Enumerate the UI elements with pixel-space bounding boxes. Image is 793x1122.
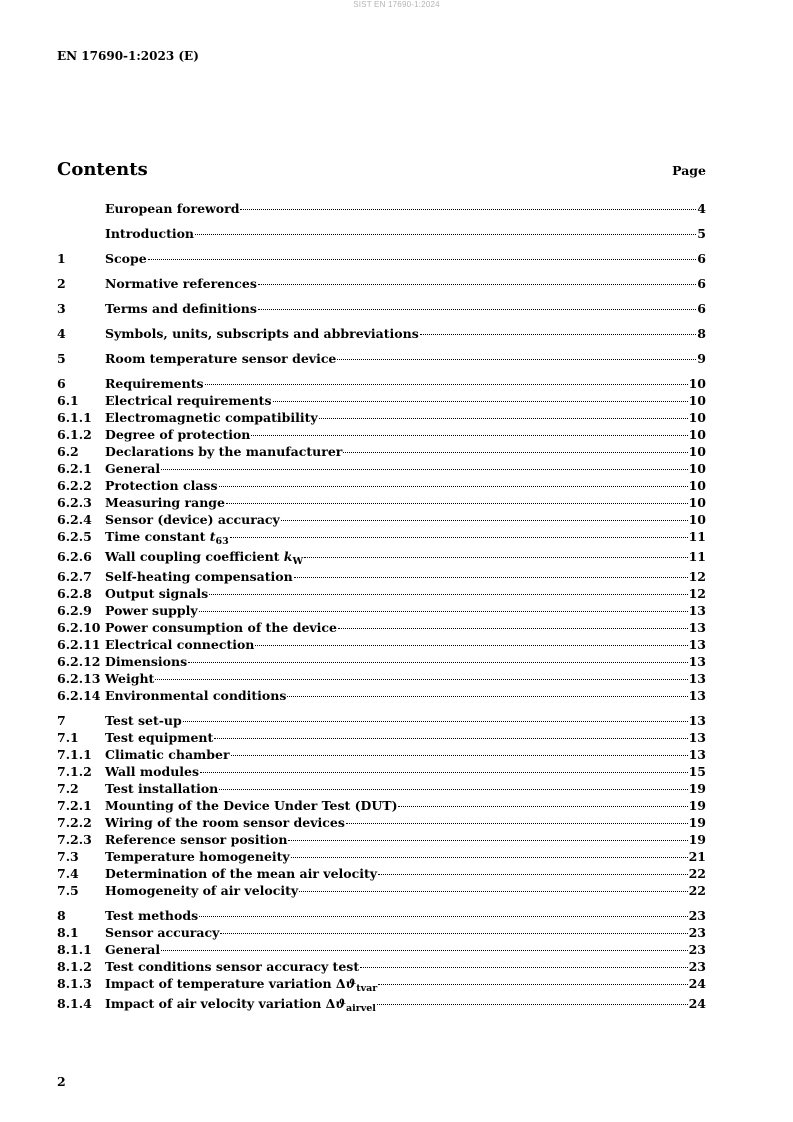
toc-entry-title: [105, 602, 198, 619]
toc-entry[interactable]: [57, 494, 706, 511]
toc-entry-title: [105, 443, 342, 460]
toc-entry-title: [105, 494, 225, 511]
toc-entry[interactable]: [57, 653, 706, 670]
toc-entry-page: 10: [688, 376, 706, 391]
toc-entry-number: 6.2.13: [57, 671, 101, 686]
toc-entry-number: 7.4: [57, 866, 79, 881]
toc-entry-title: [105, 409, 318, 426]
toc-entry[interactable]: [57, 619, 706, 636]
toc-entry-title: [105, 392, 272, 409]
toc-entry-title: [105, 426, 250, 443]
toc-leader-dots: [273, 401, 688, 402]
toc-entry-title-text: Reference sensor position: [105, 832, 288, 847]
toc-entry[interactable]: [57, 548, 706, 568]
toc-leader-dots: [155, 679, 687, 680]
toc-entry-page: 13: [688, 713, 706, 728]
toc-entry-title-text: Declarations by the manufacturer: [105, 444, 343, 459]
toc-entry[interactable]: [57, 528, 706, 548]
toc-entry-title-text: Terms and definitions: [105, 301, 257, 316]
toc-entry-page: 13: [688, 688, 706, 703]
toc-entry-number: 7.2.1: [57, 798, 92, 813]
toc-entry[interactable]: [57, 443, 706, 460]
toc-entry-title: [105, 460, 160, 477]
toc-entry-title-text: Weight: [105, 671, 155, 686]
toc-entry[interactable]: [57, 250, 706, 267]
toc-entry-title-text: Sensor (device) accuracy: [105, 512, 280, 527]
toc-entry[interactable]: [57, 746, 706, 763]
toc-entry-page: 10: [688, 410, 706, 425]
toc-entry-title: [105, 712, 182, 729]
toc-entry[interactable]: [57, 409, 706, 426]
toc-entry-subscript: 63: [215, 536, 229, 547]
toc-entry[interactable]: [57, 636, 706, 653]
toc-entry-title-text: Electromagnetic compatibility: [105, 410, 318, 425]
toc-entry-page: 19: [688, 781, 706, 796]
toc-entry-number: 6.2.4: [57, 512, 92, 527]
toc-entry-number: 7.5: [57, 883, 79, 898]
toc-entry[interactable]: [57, 958, 706, 975]
toc-leader-dots: [319, 418, 688, 419]
toc-entry-title: [105, 375, 204, 392]
toc-entry[interactable]: [57, 941, 706, 958]
toc-entry-title: [105, 225, 194, 242]
toc-entry-page: 11: [688, 529, 706, 544]
page-number: 2: [57, 1074, 66, 1089]
toc-entry-title-text: Test equipment: [105, 730, 214, 745]
contents-heading: [57, 159, 706, 183]
toc-entry-number: 6.2.8: [57, 586, 92, 601]
toc-leader-dots: [220, 933, 687, 934]
toc-entry-title: [105, 907, 198, 924]
toc-leader-dots: [287, 696, 687, 697]
toc-entry[interactable]: [57, 225, 706, 242]
toc-entry-page: 9: [697, 351, 706, 366]
toc-entry-title-text: Room temperature sensor device: [105, 351, 337, 366]
toc-entry-page: 21: [688, 849, 706, 864]
toc-leader-dots: [205, 384, 688, 385]
toc-entry-title: [105, 636, 254, 653]
toc-entry-title: [105, 797, 397, 814]
toc-entry[interactable]: [57, 477, 706, 494]
toc-leader-dots: [299, 891, 687, 892]
toc-entry-subscript: W: [292, 556, 304, 567]
toc-entry-title: [105, 275, 257, 292]
toc-entry-title-text: Temperature homogeneity: [105, 849, 290, 864]
toc-leader-dots: [200, 772, 688, 773]
document-id: EN 17690-1:2023 (E): [57, 49, 199, 63]
toc-leader-dots: [183, 721, 688, 722]
toc-entry-title: [105, 200, 239, 217]
toc-entry-title: [105, 763, 199, 780]
toc-leader-dots: [378, 984, 687, 985]
toc-entry-title-text: Introduction: [105, 226, 195, 241]
toc-entry-number: 6.2.6: [57, 549, 92, 564]
toc-entry-page: 6: [697, 301, 706, 316]
toc-leader-dots: [294, 577, 688, 578]
toc-entry-title-text: Degree of protection: [105, 427, 251, 442]
toc-entry-number: 6.2.11: [57, 637, 101, 652]
toc-entry-page: 22: [688, 866, 706, 881]
toc-entry-title-text: Symbols, units, subscripts and abbreviations: [105, 326, 419, 341]
toc-leader-dots: [251, 435, 687, 436]
toc-entry-title: [105, 670, 154, 687]
toc-entry[interactable]: [57, 350, 706, 367]
toc-leader-dots: [398, 806, 687, 807]
toc-entry-number: 6.2.5: [57, 529, 92, 544]
toc-entry-title-text: Wall modules: [105, 764, 200, 779]
toc-leader-dots: [360, 967, 687, 968]
toc-entry-page: 13: [688, 730, 706, 745]
toc-entry-page: 23: [688, 959, 706, 974]
page-column-label: Page: [672, 163, 706, 178]
toc-entry-page: 13: [688, 654, 706, 669]
toc-leader-dots: [378, 874, 688, 875]
toc-entry-page: 13: [688, 747, 706, 762]
toc-entry-number: 7.3: [57, 849, 79, 864]
toc-entry-title: [105, 250, 147, 267]
toc-entry-page: 4: [697, 201, 706, 216]
toc-leader-dots: [199, 611, 688, 612]
toc-entry-subscript: tvar: [356, 983, 378, 994]
toc-entry-title: [105, 528, 229, 547]
toc-entry-page: 6: [697, 251, 706, 266]
toc-entry-title-text: Power supply: [105, 603, 198, 618]
toc-entry-title-text: Test methods: [105, 908, 199, 923]
toc-entry-symbol: ϑ: [345, 976, 357, 991]
toc-entry[interactable]: [57, 392, 706, 409]
toc-entry[interactable]: [57, 848, 706, 865]
toc-entry-title-text: Wiring of the room sensor devices: [105, 815, 345, 830]
toc-entry-title-text: General: [105, 461, 161, 476]
toc-leader-dots: [291, 857, 688, 858]
toc-entry-title-text: Test conditions sensor accuracy test: [105, 959, 360, 974]
toc-entry-page: 10: [688, 478, 706, 493]
toc-leader-dots: [288, 840, 687, 841]
toc-entry[interactable]: [57, 907, 706, 924]
toc-leader-dots: [304, 557, 687, 558]
toc-entry-title-text: Homogeneity of air velocity: [105, 883, 299, 898]
toc-entry[interactable]: [57, 602, 706, 619]
toc-leader-dots: [148, 259, 697, 260]
toc-entry-page: 11: [688, 549, 706, 564]
toc-entry-title: [105, 619, 337, 636]
toc-entry[interactable]: [57, 585, 706, 602]
toc-entry[interactable]: [57, 865, 706, 882]
toc-entry[interactable]: [57, 460, 706, 477]
toc-entry[interactable]: [57, 200, 706, 217]
toc-entry[interactable]: [57, 511, 706, 528]
toc-entry-number: 8.1.4: [57, 996, 92, 1011]
toc-entry-number: 7.1.2: [57, 764, 92, 779]
toc-entry-page: 10: [688, 461, 706, 476]
toc-entry-title: [105, 924, 219, 941]
toc-entry-title-text: Output signals: [105, 586, 209, 601]
toc-entry-title: [105, 548, 303, 567]
toc-entry-title-text: Requirements: [105, 376, 204, 391]
toc-entry-number: 3: [57, 301, 66, 316]
toc-leader-dots: [195, 234, 696, 235]
toc-leader-dots: [258, 309, 696, 310]
toc-entry[interactable]: [57, 729, 706, 746]
toc-entry[interactable]: [57, 814, 706, 831]
toc-entry-page: 24: [688, 996, 706, 1011]
toc-entry-number: 1: [57, 251, 66, 266]
watermark: SIST EN 17690-1:2024: [353, 0, 440, 9]
toc-entry[interactable]: [57, 924, 706, 941]
toc-entry-page: 10: [688, 427, 706, 442]
toc-entry-title-text: Time constant: [105, 529, 210, 544]
toc-leader-dots: [337, 359, 696, 360]
toc-entry[interactable]: [57, 426, 706, 443]
toc-entry-number: 8.1.3: [57, 976, 92, 991]
toc-entry-page: 10: [688, 393, 706, 408]
toc-entry-page: 13: [688, 637, 706, 652]
toc-entry-number: 8.1: [57, 925, 79, 940]
toc-entry-symbol: k: [283, 549, 293, 564]
toc-entry-page: 10: [688, 444, 706, 459]
toc-entry[interactable]: [57, 300, 706, 317]
toc-leader-dots: [209, 594, 687, 595]
toc-entry-title-text: Self-heating compensation: [105, 569, 293, 584]
toc-leader-dots: [219, 486, 688, 487]
toc-entry[interactable]: [57, 797, 706, 814]
toc-entry-title: [105, 300, 257, 317]
toc-leader-dots: [231, 755, 688, 756]
toc-entry[interactable]: [57, 687, 706, 704]
toc-entry[interactable]: [57, 375, 706, 392]
toc-entry-page: 8: [697, 326, 706, 341]
toc-leader-dots: [346, 823, 688, 824]
toc-leader-dots: [214, 738, 687, 739]
toc-leader-dots: [258, 284, 696, 285]
toc-entry-page: 13: [688, 671, 706, 686]
toc-entry-page: 10: [688, 495, 706, 510]
toc-entry[interactable]: [57, 975, 706, 995]
toc-entry-number: 8.1.2: [57, 959, 92, 974]
toc-entry-subscript: airvel: [345, 1003, 376, 1014]
toc-entry-page: 15: [688, 764, 706, 779]
toc-entry-title-text: Determination of the mean air velocity: [105, 866, 378, 881]
toc-leader-dots: [338, 628, 688, 629]
toc-entry-number: 4: [57, 326, 66, 341]
toc-entry-title: [105, 585, 208, 602]
toc-entry-page: 23: [688, 925, 706, 940]
toc-leader-dots: [230, 537, 688, 538]
toc-leader-dots: [188, 662, 687, 663]
toc-entry-page: 12: [688, 586, 706, 601]
toc-entry-number: 6.1.2: [57, 427, 92, 442]
toc-entry-page: 22: [688, 883, 706, 898]
toc-entry-title-text: Measuring range: [105, 495, 225, 510]
toc-entry-number: 7.2.2: [57, 815, 92, 830]
toc-entry-title-text: General: [105, 942, 161, 957]
toc-entry-title: [105, 975, 377, 994]
toc-entry-title-text: Environmental conditions: [105, 688, 287, 703]
toc-entry-title-text: European foreword: [105, 201, 240, 216]
toc-entry-page: 10: [688, 512, 706, 527]
toc-entry-number: 5: [57, 351, 66, 366]
toc-entry-page: 19: [688, 832, 706, 847]
toc-entry-title: [105, 477, 218, 494]
toc-entry[interactable]: [57, 670, 706, 687]
toc-entry-page: 19: [688, 798, 706, 813]
toc-entry-symbol: t: [209, 529, 216, 544]
toc-entry-number: 6.2.12: [57, 654, 101, 669]
contents-title: Contents: [57, 159, 148, 180]
toc-entry-page: 23: [688, 908, 706, 923]
toc-entry[interactable]: [57, 712, 706, 729]
toc-entry-number: 7: [57, 713, 66, 728]
toc-leader-dots: [255, 645, 687, 646]
toc-entry-number: 6.2.1: [57, 461, 92, 476]
toc-entry-number: 6.2.14: [57, 688, 101, 703]
toc-entry-title-text: Climatic chamber: [105, 747, 230, 762]
toc-entry-title-text: Electrical requirements: [105, 393, 272, 408]
toc-leader-dots: [161, 469, 687, 470]
toc-entry-title: [105, 746, 230, 763]
toc-entry-symbol: ϑ: [335, 996, 346, 1011]
toc-entry-page: 13: [688, 620, 706, 635]
toc-entry-title-text: Wall coupling coefficient: [105, 549, 284, 564]
toc-entry-page: 19: [688, 815, 706, 830]
toc-entry-title-text: Protection class: [105, 478, 218, 493]
toc-entry[interactable]: [57, 763, 706, 780]
toc-leader-dots: [240, 209, 696, 210]
toc-entry-page: 6: [697, 276, 706, 291]
toc-entry-number: 6.2.2: [57, 478, 92, 493]
toc-entry-title: [105, 814, 345, 831]
toc-leader-dots: [219, 789, 687, 790]
toc-leader-dots: [281, 520, 688, 521]
toc-leader-dots: [226, 503, 688, 504]
toc-entry-title: [105, 325, 419, 342]
toc-entry-number: 6.2.10: [57, 620, 101, 635]
toc-entry-title: [105, 511, 280, 528]
toc-entry-title-text: Dimensions: [105, 654, 188, 669]
toc-entry[interactable]: [57, 325, 706, 342]
toc-entry-title: [105, 350, 336, 367]
toc-entry-title-text: Impact of air velocity variation Δ: [105, 996, 336, 1011]
toc-entry-title-text: Test installation: [105, 781, 219, 796]
toc-entry-title: [105, 941, 160, 958]
toc-leader-dots: [343, 452, 687, 453]
toc-entry-title-text: Electrical connection: [105, 637, 255, 652]
toc-entry-number: 6.1: [57, 393, 79, 408]
toc-entry-number: 6.2.3: [57, 495, 92, 510]
toc-entry-number: 6: [57, 376, 66, 391]
toc-entry-title-text: Normative references: [105, 276, 257, 291]
toc-entry-number: 6.2: [57, 444, 79, 459]
toc-entry[interactable]: [57, 780, 706, 797]
toc-entry-number: 6.1.1: [57, 410, 92, 425]
toc-entry-page: 12: [688, 569, 706, 584]
toc-entry[interactable]: [57, 831, 706, 848]
toc-entry-number: 6.2.9: [57, 603, 92, 618]
toc-entry-title-text: Sensor accuracy: [105, 925, 220, 940]
toc-entry-title-text: Impact of temperature variation Δ: [105, 976, 346, 991]
toc-entry-number: 7.2: [57, 781, 79, 796]
toc-entry-number: 8.1.1: [57, 942, 92, 957]
toc-entry-page: 23: [688, 942, 706, 957]
toc-leader-dots: [377, 1004, 688, 1005]
toc-entry-title: [105, 958, 359, 975]
toc-entry-page: 13: [688, 603, 706, 618]
toc-entry-page: 24: [688, 976, 706, 991]
toc-entry-number: 7.1.1: [57, 747, 92, 762]
toc-entry-title: [105, 780, 218, 797]
toc-entry-title: [105, 729, 213, 746]
toc-leader-dots: [199, 916, 687, 917]
toc-leader-dots: [161, 950, 687, 951]
toc-entry-title: [105, 568, 293, 585]
toc-entry-title-text: Test set-up: [105, 713, 182, 728]
toc-entry-title-text: Power consumption of the device: [105, 620, 337, 635]
toc-entry-title: [105, 848, 290, 865]
toc-entry-title: [105, 995, 376, 1014]
toc-entry-title-text: Mounting of the Device Under Test (DUT): [105, 798, 398, 813]
toc-entry-page: 5: [697, 226, 706, 241]
toc-entry-title: [105, 831, 287, 848]
toc-entry[interactable]: [57, 568, 706, 585]
toc-entry-number: 7.2.3: [57, 832, 92, 847]
toc-entry-title: [105, 882, 298, 899]
toc-entry-title: [105, 653, 187, 670]
toc-entry-title-text: Scope: [105, 251, 147, 266]
toc-entry-title: [105, 687, 286, 704]
toc-entry-number: 6.2.7: [57, 569, 92, 584]
toc-entry[interactable]: [57, 995, 706, 1015]
toc-entry[interactable]: [57, 882, 706, 899]
toc-entry-number: 8: [57, 908, 66, 923]
toc-entry-title: [105, 865, 377, 882]
toc-entry[interactable]: [57, 275, 706, 292]
toc-leader-dots: [420, 334, 697, 335]
toc-entry-number: 2: [57, 276, 66, 291]
toc-entry-number: 7.1: [57, 730, 79, 745]
table-of-contents: [57, 200, 706, 1015]
